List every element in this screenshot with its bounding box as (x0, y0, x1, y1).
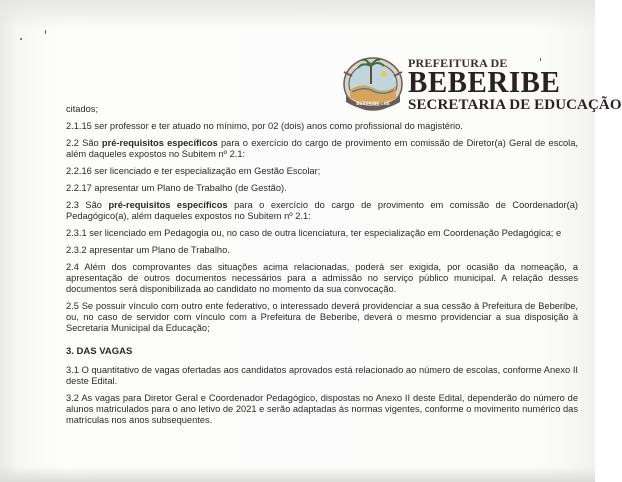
seal-text: BEBERIBE - CE (356, 101, 390, 106)
city-name: BEBERIBE (408, 65, 561, 100)
section-heading-vagas: 3. DAS VAGAS (66, 346, 133, 357)
paragraph-2-3-lead: 2.3 São (66, 200, 109, 210)
paragraph-2-3 (66, 200, 578, 222)
paragraph-2-2-16: 2.2.16 ser licenciado e ter especialização em Gestão Escolar; (66, 166, 321, 176)
secretaria-label: SECRETARIA DE EDUCAÇÃO (408, 97, 622, 113)
prefeitura-label: PREFEITURA DE (408, 56, 508, 70)
paragraph-2-3-emphasis: pré-requisitos específicos (108, 200, 228, 210)
paragraph-2-2-17: 2.2.17 apresentar um Plano de Trabalho (de Gestão). (66, 183, 287, 193)
paragraph-2-1-15: 2.1.15 ser professor e ter atuado no mínimo, por 02 (dois) anos como profissional do magistério. (66, 121, 463, 131)
paragraph-2-3-2: 2.3.2 apresentar um Plano de Trabalho. (66, 245, 230, 255)
scan-shadow-top (0, 0, 595, 30)
document-body (66, 104, 578, 432)
paragraph-2-3-1: 2.3.1 ser licenciado em Pedagogia ou, no caso de outra licenciatura, ter especialização em Coordenação Pedagógica; e (66, 228, 562, 238)
paragraph-2-2 (66, 138, 578, 160)
paragraph-2-2-emphasis: pré-requisitos específicos (101, 138, 218, 148)
paragraph-2-2-lead: 2.2 São (66, 138, 102, 148)
paragraph-2-3-rest: para o exercício do cargo de provimento em comissão de Coordenador(a) Pedagógico(a), além daqueles expostos no Subitem nº 2.1: (66, 200, 578, 221)
paragraph-citados: citados; (66, 104, 99, 114)
beberibe-seal-logo (342, 52, 404, 112)
scan-speck (45, 30, 46, 34)
paragraph-2-5: 2.5 Se possuir vínculo com outro ente federativo, o interessado deverá providenciar a sua cessão à Prefeitura de Beberibe, ou, no caso de servidor com vínculo com a Prefeitura de Beberibe, deverá o mesmo providenciar a sua disposição à Secretaria Municipal da Educação; (66, 301, 578, 333)
scan-shadow-bottom (0, 466, 595, 482)
scan-speck (20, 38, 22, 40)
paragraph-2-2-rest: para o exercício do cargo de provimento em comissão de Diretor(a) Geral de escola, além daqueles expostos no Subitem nº 2.1: (66, 138, 578, 159)
paragraph-3-2: 3.2 As vagas para Diretor Geral e Coordenador Pedagógico, dispostas no Anexo II deste Edital, dependerão do número de alunos matriculados para o ano letivo de 2021 e serão adaptadas às normas vigentes, conforme o movimento numérico das matrículas nos anos subsequentes. (66, 393, 578, 425)
paragraph-3-1: 3.1 O quantitativo de vagas ofertadas aos candidatos aprovados está relacionado ao número de escolas, conforme Anexo II deste Edital. (66, 365, 578, 386)
paragraph-2-4: 2.4 Além dos comprovantes das situações acima relacionadas, poderá ser exigida, por ocasião da nomeação, a apresentação de outros documentos necessários para a admissão no serviço público municipal. A relação desses documentos será disponibilizada ao candidato no momento da sua convocação. (66, 262, 578, 294)
